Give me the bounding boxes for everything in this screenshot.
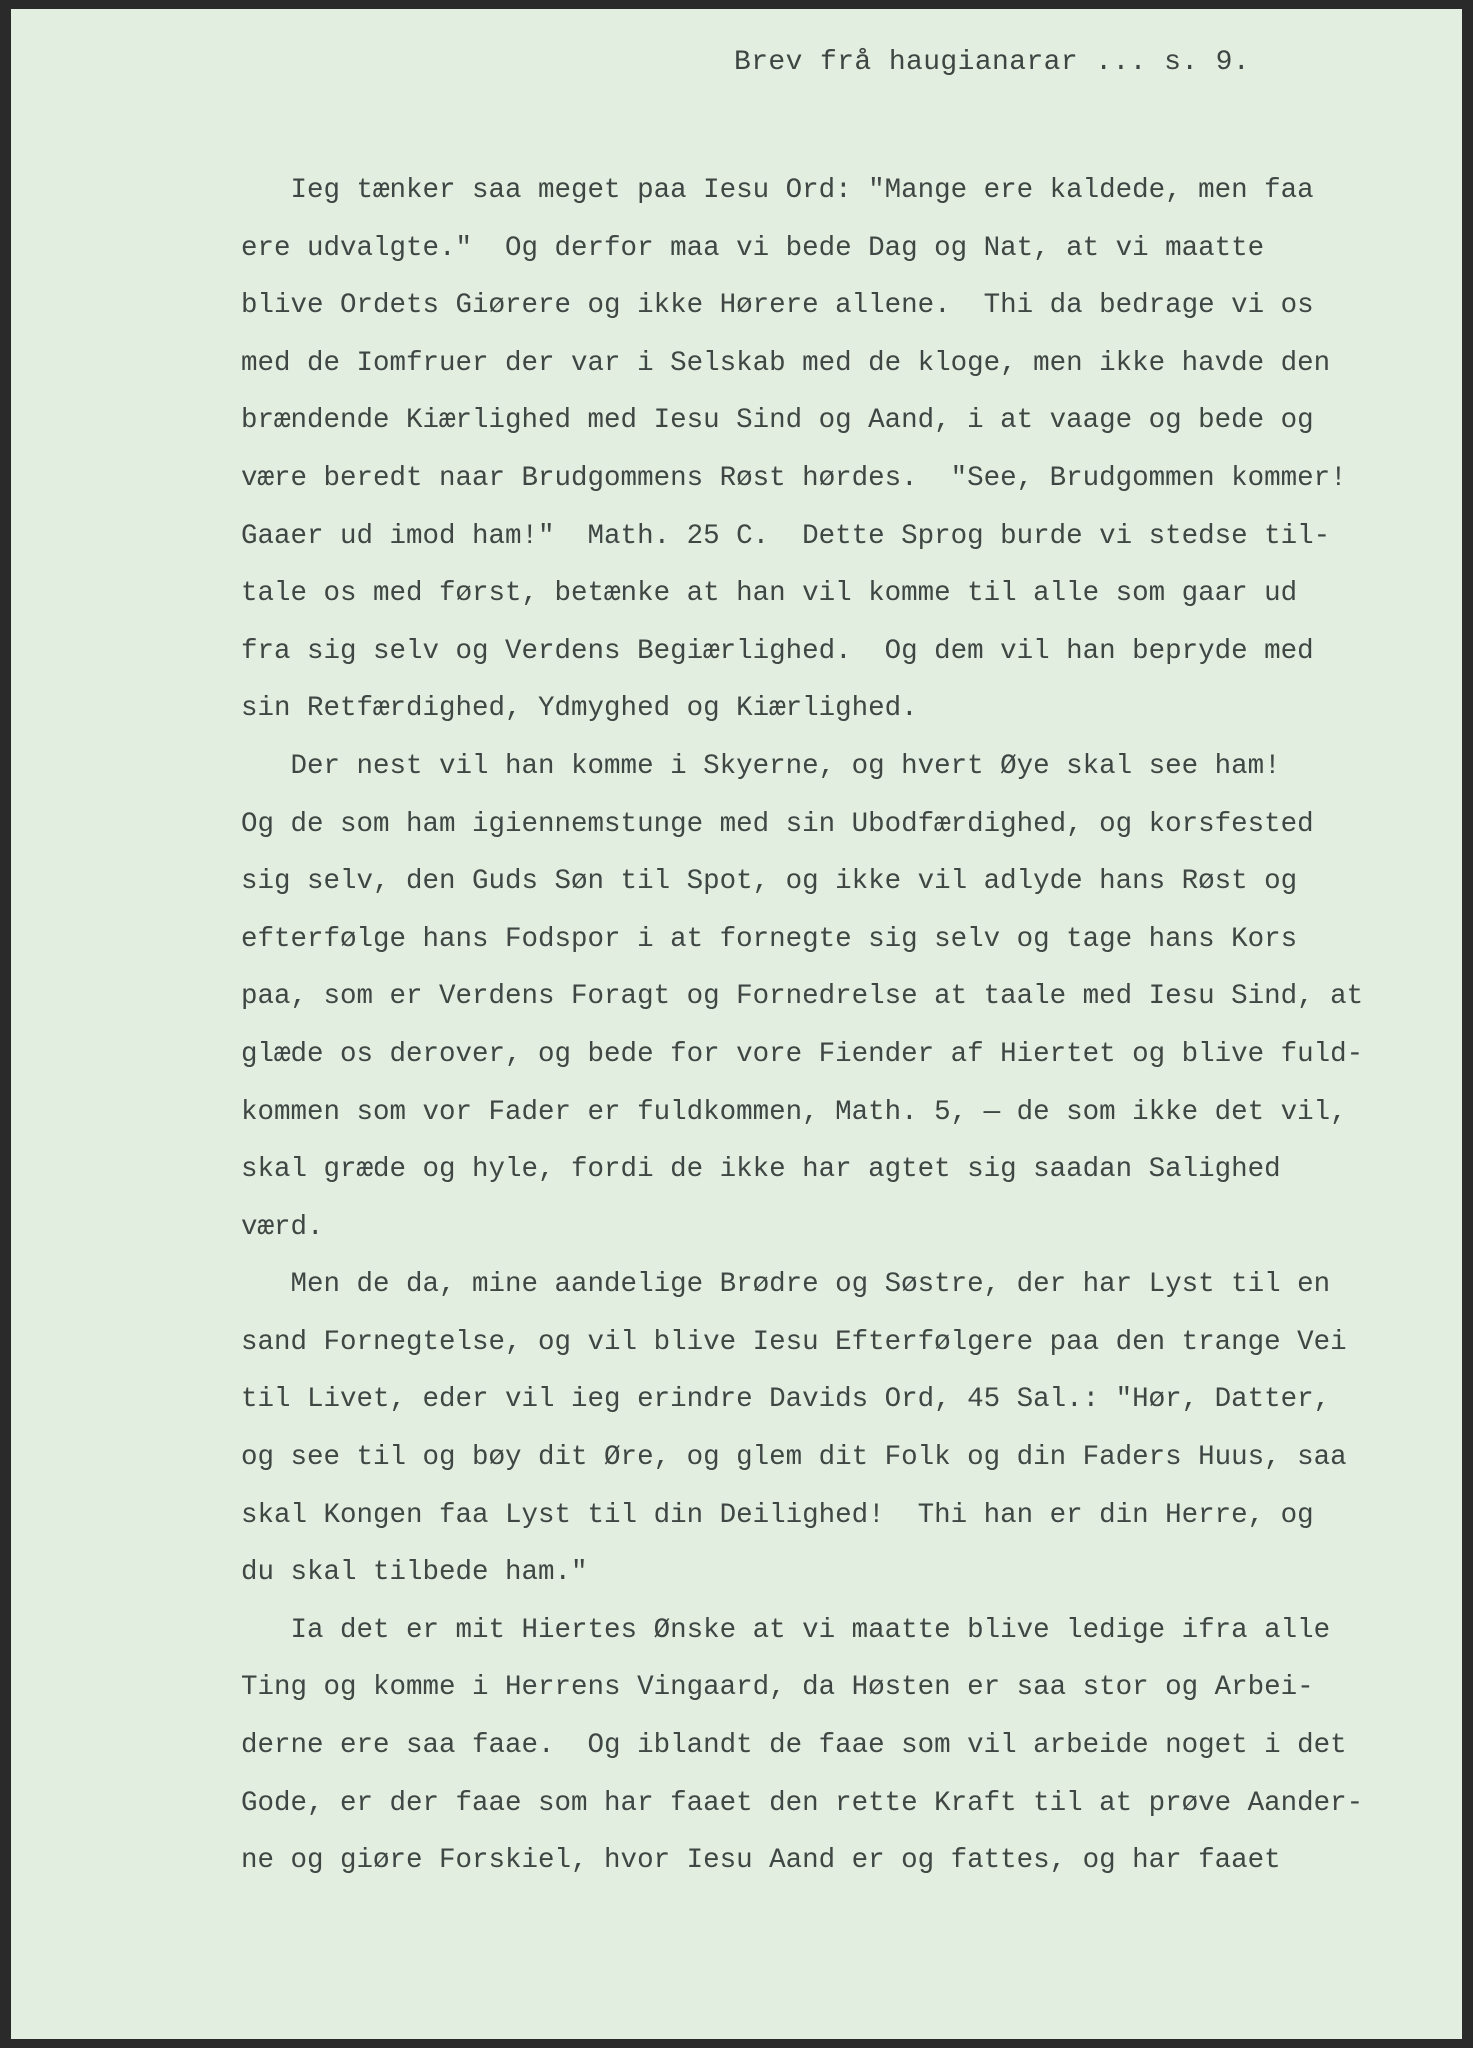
text-line: med de Iomfruer der var i Selskab med de kloge, men ikke havde den [241, 347, 1331, 379]
text-line: værd. [241, 1211, 324, 1243]
page-header: Brev frå haugianarar ... s. 9. [734, 47, 1251, 78]
text-line: sand Fornegtelse, og vil blive Iesu Efterfølgere paa den trange Vei [241, 1326, 1347, 1358]
text-line: sig selv, den Guds Søn til Spot, og ikke vil adlyde hans Røst og [241, 866, 1298, 898]
text-line: Gaaer ud imod ham!" Math. 25 C. Dette Sprog burde vi stedse til- [241, 520, 1331, 552]
text-line: derne ere saa faae. Og iblandt de faae som vil arbeide noget i det [241, 1730, 1347, 1762]
text-line: du skal tilbede ham." [241, 1557, 588, 1589]
text-line: Der nest vil han komme i Skyerne, og hvert Øye skal see ham! [241, 750, 1281, 782]
text-line: Ia det er mit Hiertes Ønske at vi maatte blive ledige ifra alle [241, 1614, 1331, 1646]
text-line: ere udvalgte." Og derfor maa vi bede Dag og Nat, at vi maatte [241, 232, 1265, 264]
text-line: Ting og komme i Herrens Vingaard, da Høsten er saa stor og Arbei- [241, 1672, 1314, 1704]
text-line: til Livet, eder vil ieg erindre Davids Ord, 45 Sal.: "Hør, Datter, [241, 1384, 1331, 1416]
text-line: glæde os derover, og bede for vore Fiender af Hiertet og blive fuld- [241, 1038, 1364, 1070]
text-line: være beredt naar Brudgommens Røst hørdes. "See, Brudgommen kommer! [241, 462, 1347, 494]
document-page [11, 9, 1462, 2039]
text-line: kommen som vor Fader er fuldkommen, Math. 5, — de som ikke det vil, [241, 1096, 1347, 1128]
text-line: Men de da, mine aandelige Brødre og Søstre, der har Lyst til en [241, 1269, 1331, 1301]
letter-body [241, 162, 1441, 1890]
text-line: fra sig selv og Verdens Begiærlighed. Og dem vil han bepryde med [241, 635, 1314, 667]
text-line: brændende Kiærlighed med Iesu Sind og Aand, i at vaage og bede og [241, 405, 1314, 437]
text-line: ne og giøre Forskiel, hvor Iesu Aand er og fattes, og har faaet [241, 1845, 1281, 1877]
text-line: skal Kongen faa Lyst til din Deilighed! Thi han er din Herre, og [241, 1499, 1314, 1531]
text-line: paa, som er Verdens Foragt og Fornedrelse at taale med Iesu Sind, at [241, 981, 1364, 1013]
text-line: blive Ordets Giørere og ikke Hørere allene. Thi da bedrage vi os [241, 290, 1314, 322]
text-line: efterfølge hans Fodspor i at fornegte sig selv og tage hans Kors [241, 923, 1298, 955]
text-line: Og de som ham igiennemstunge med sin Ubodfærdighed, og korsfested [241, 808, 1314, 840]
text-line: tale os med først, betænke at han vil komme til alle som gaar ud [241, 578, 1298, 610]
text-line: sin Retfærdighed, Ydmyghed og Kiærlighed. [241, 693, 918, 725]
text-line: skal græde og hyle, fordi de ikke har agtet sig saadan Salighed [241, 1154, 1281, 1186]
text-line: Ieg tænker saa meget paa Iesu Ord: "Mange ere kaldede, men faa [241, 175, 1314, 206]
text-line: Gode, er der faae som har faaet den rette Kraft til at prøve Aander- [241, 1787, 1364, 1819]
text-line: og see til og bøy dit Øre, og glem dit Folk og din Faders Huus, saa [241, 1442, 1347, 1474]
